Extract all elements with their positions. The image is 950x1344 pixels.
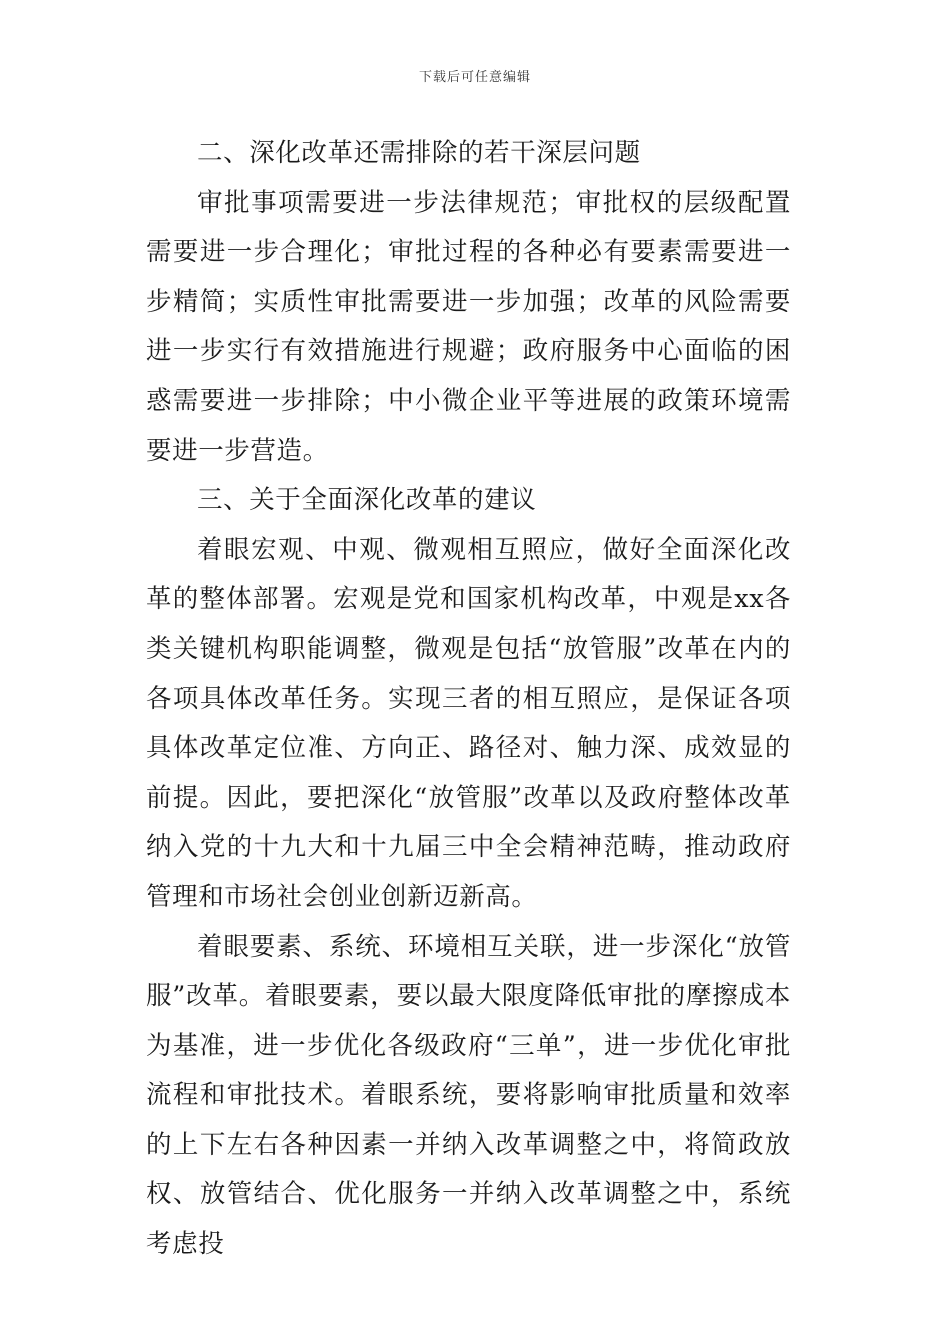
document-body [146,129,791,1270]
paragraph-problems: 审批事项需要进一步法律规范；审批权的层级配置需要进一步合理化；审批过程的各种必有要素需要进一步精简；实质性审批需要进一步加强；改革的风险需要进一步实行有效措施进行规避；政府服务中心面临的困惑需要进一步排除；中小微企业平等进展的政策环境需要进一步营造。 [146,187,791,466]
section-heading-3: 三、关于全面深化改革的建议 [197,485,537,516]
paragraph-elements-system-environment: 着眼要素、系统、环境相互关联，进一步深化“放管服”改革。着眼要素，要以最大限度降低审批的摩擦成本为基准，进一步优化各级政府“三单”，进一步优化审批流程和审批技术。着眼系统，要将影响审批质量和效率的上下左右各种因素一并纳入改革调整之中，将简政放权、放管结合、优化服务一并纳入改革调整之中，系统考虑投 [146,931,791,1260]
section-heading-2: 二、深化改革还需排除的若干深层问题 [197,138,641,168]
page-header-note: 下载后可任意编辑 [418,70,531,85]
paragraph-macro-meso-micro: 着眼宏观、中观、微观相互照应，做好全面深化改革的整体部署。宏观是党和国家机构改革，中观是xx各类关键机构职能调整，微观是包括“放管服”改革在内的各项具体改革任务。实现三者的相互照应，是保证各项具体改革定位准、方向正、路径对、触力深、成效显的前提。因此，要把深化“放管服”改革以及政府整体改革纳入党的十九大和十九届三中全会精神范畴，推动政府管理和市场社会创业创新迈新高。 [146,534,791,912]
